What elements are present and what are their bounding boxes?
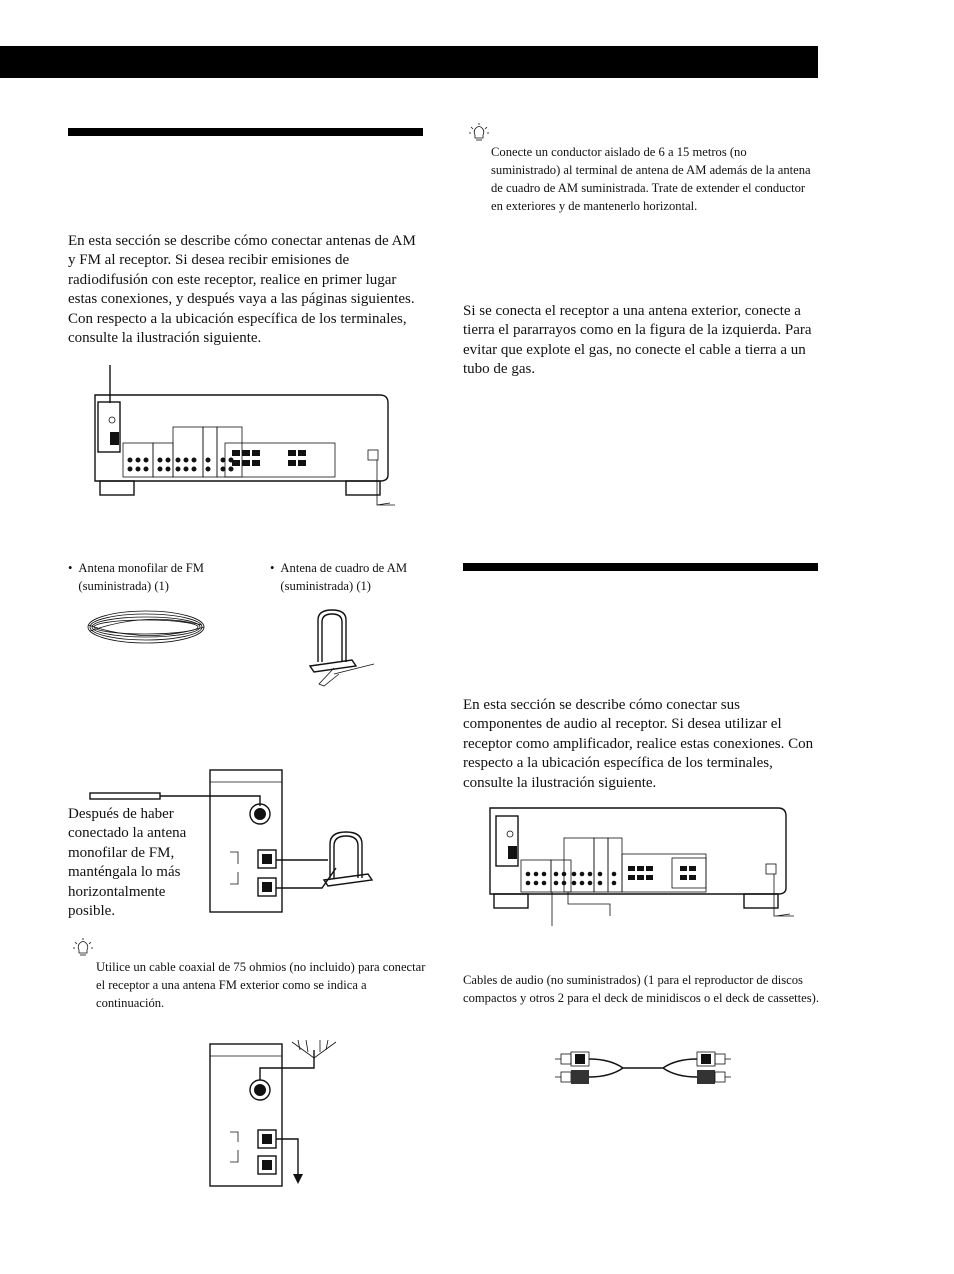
fm-wire-antenna-illustration <box>84 605 209 650</box>
lightbulb-tip-icon-right <box>468 123 490 145</box>
section-rule-audio <box>463 563 818 571</box>
audio-cables-text: Cables de audio (no suministrados) (1 para el reproductor de discos compactos y otros 2 para el deck de minidiscos o el deck de cassettes). <box>463 973 820 1005</box>
coax-cable-tip-text: Utilice un cable coaxial de 75 ohmios (no incluido) para conectar el receptor a una antena FM exterior como se indica a continuación. <box>96 960 426 1010</box>
lightbulb-tip-icon <box>72 938 94 960</box>
bullet-fm-antenna: • Antena monofilar de FM (suministrada) (1) <box>68 561 204 593</box>
receiver-rear-panel-diagram <box>90 365 410 515</box>
grounding-text: Si se conecta el receptor a una antena exterior, conecte a tierra el pararrayos como en la figura de la izquierda. Para evitar que explote el gas, no conecte el cable a tierra a un tubo de gas. <box>463 303 812 378</box>
antenna-intro-text: En esta sección se describe cómo conectar antenas de AM y FM al receptor. Si desea recibir emisiones de radiodifusión con este receptor, realice en primer lugar estas conexiones, y después vaya a las páginas siguientes. Con respecto a la ubicación específica de los terminales, consulte la ilustración siguiente. <box>68 233 416 347</box>
am-wire-tip-text: Conecte un conductor aislado de 6 a 15 metros (no suministrado) al terminal de antena de AM además de la antena de cuadro de AM suministrada. Trate de extender el conductor en exteriores y de mantenerlo horizontal. <box>491 145 811 213</box>
receiver-rear-panel-audio-diagram <box>488 808 798 928</box>
outdoor-fm-antenna-diagram <box>210 1038 350 1188</box>
fm-placement-text: Después de haber conectado la antena monofilar de FM, manténgala lo más horizontalmente posible. <box>68 806 187 920</box>
audio-intro-text: En esta sección se describe cómo conectar sus componentes de audio al receptor. Si desea utilizar el receptor como amplificador, realice estas conexiones. Con respecto a la ubicación específica de los terminales, consulte la ilustración siguiente. <box>463 697 814 791</box>
am-loop-antenna-illustration <box>304 608 384 693</box>
audio-cable-illustration <box>555 1048 735 1088</box>
bullet-am-antenna: • Antena de cuadro de AM (suministrada) (1) <box>270 561 408 593</box>
header-bar <box>0 46 818 78</box>
section-rule-antennas <box>68 128 423 136</box>
